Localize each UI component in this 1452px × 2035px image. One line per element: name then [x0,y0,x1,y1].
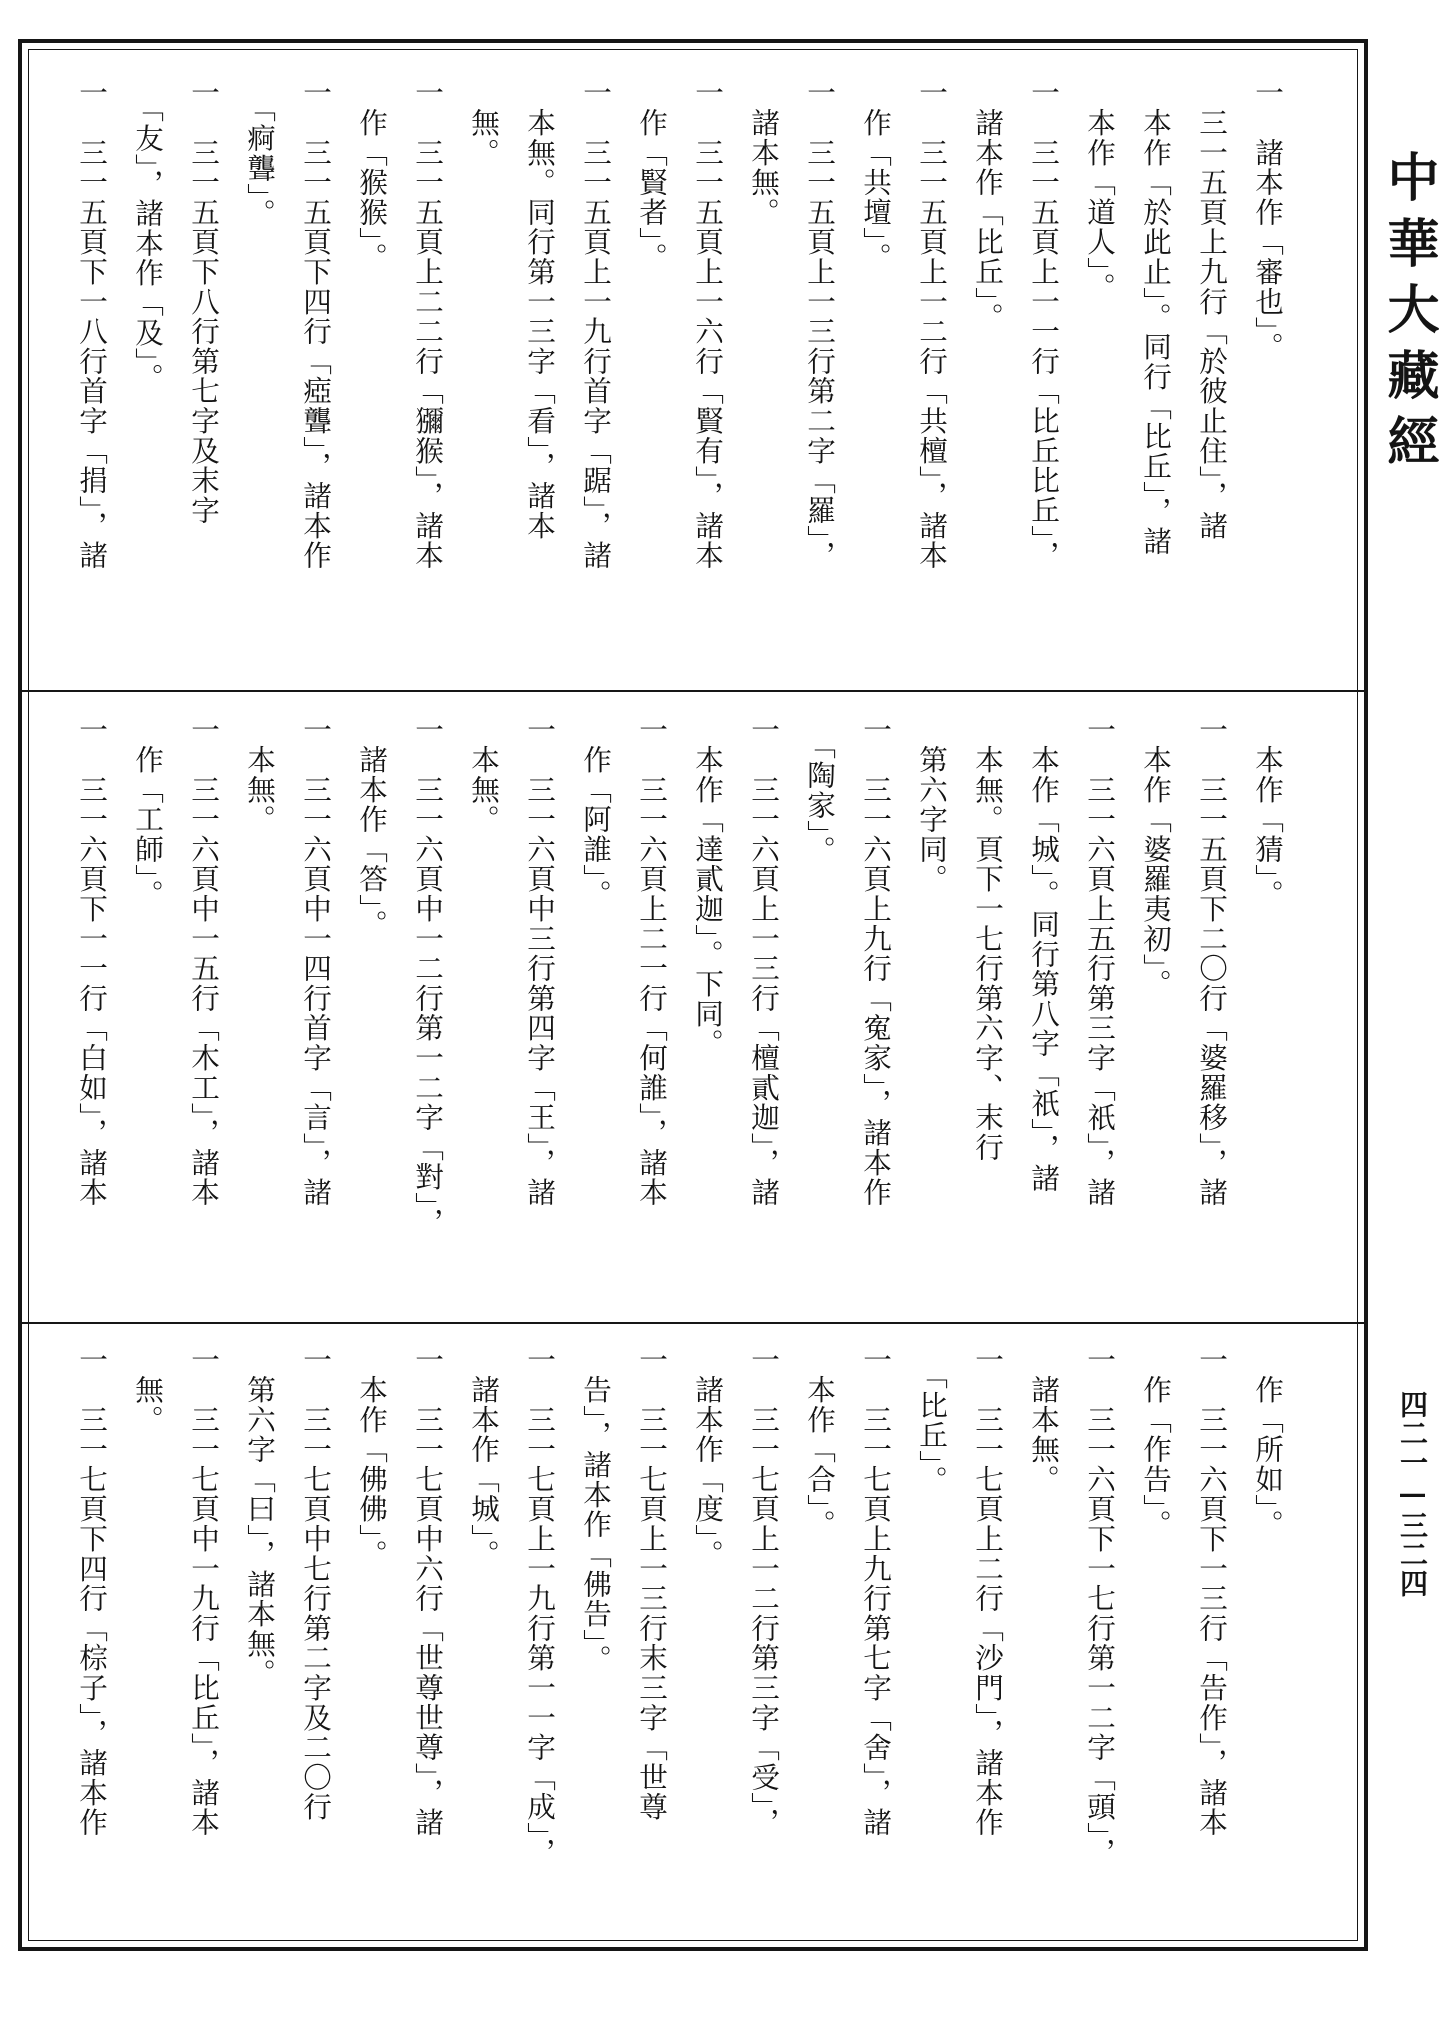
collation-note-line: 本無。 [243,715,277,835]
collation-note-line: 一 三一六頁下一三行「告作」，諸本 [1195,1345,1229,1838]
band-divider [18,1322,1368,1324]
collation-note-line: 一 三一五頁上一九行首字「踞」，諸 [579,78,613,571]
collation-note-line: 本無。頁下一七行第六字、末行 [971,715,1005,1162]
collation-note-line: 一 三一五頁上一二行「共檀」，諸本 [915,78,949,571]
collation-note-line: 一 三一六頁上一三行「檀貳迦」，諸 [747,715,781,1208]
collation-note-line: 一 三一五頁上一六行「賢有」，諸本 [691,78,725,571]
collation-note-line: 本作「佛佛」。 [355,1345,389,1570]
collation-note-line: 諸本作「度」。 [691,1345,725,1570]
collation-note-line: 一 三一五頁下四行「瘂聾」，諸本作 [299,78,333,571]
collation-note-line: 諸本無。 [747,78,781,227]
collation-note-line: 一 諸本作「審也」。 [1251,78,1285,362]
collation-note-line: 本作「於此止」。同行「比丘」，諸 [1139,78,1173,556]
collation-note-line: 諸本作「答」。 [355,715,389,940]
collection-title: 中華大藏經 [1378,150,1439,480]
collation-note-line: 諸本作「城」。 [467,1345,501,1570]
collation-note-line: 作「作告」。 [1139,1345,1173,1540]
collation-note-line: 一 三一七頁下四行「棕子」，諸本作 [75,1345,109,1838]
collation-note-line: 一 三一六頁上五行第三字「祇」，諸 [1083,715,1117,1208]
collation-note-line: 一 三一六頁上二一行「何誰」，諸本 [635,715,669,1208]
collation-note-line: 告」，諸本作「佛告」。 [579,1345,613,1674]
collation-note-line: 作「工師」。 [131,715,165,910]
collation-note-line: 一 三一七頁上二行「沙門」，諸本作 [971,1345,1005,1838]
collation-band-middle [18,715,1368,1315]
collation-note-line: 一 三一五頁上一一行「比丘比丘」， [1027,78,1061,571]
collation-note-line: 一 三一七頁上一二行第三字「受」， [747,1345,781,1838]
collation-note-line: 三一五頁上九行「於彼止住」，諸 [1195,78,1229,541]
collation-note-line: 一 三一五頁上一三行第二字「羅」， [803,78,837,571]
collation-note-line: 「痾聾」。 [243,78,277,229]
collation-note-line: 本無。 [467,715,501,835]
collation-note-line: 本作「婆羅夷初」。 [1139,715,1173,999]
collation-note-line: 一 三一六頁上九行「寃家」，諸本作 [859,715,893,1208]
collation-note-line: 「陶家」。 [803,715,837,866]
collation-note-line: 本作「道人」。 [1083,78,1117,303]
collation-note-line: 作「所如」。 [1251,1345,1285,1540]
collation-note-line: 作「共壇」。 [859,78,893,273]
collation-note-line: 一 三一七頁中六行「世尊世尊」，諸 [411,1345,445,1838]
collation-note-line: 諸本無。 [1027,1345,1061,1494]
collation-note-line: 本作「合」。 [803,1345,837,1540]
collation-note-line: 第六字同。 [915,715,949,894]
collation-note-line: 作「猴猴」。 [355,78,389,273]
collation-note-line: 一 三一五頁下一八行首字「捐」，諸 [75,78,109,571]
collation-note-line: 一 三一五頁上二二行「獼猴」，諸本 [411,78,445,571]
collation-note-line: 一 三一七頁中七行第二字及二〇行 [299,1345,333,1822]
collation-note-line: 本作「達貳迦」。下同。 [691,715,725,1059]
collation-note-line: 一 三一六頁中一五行「木工」，諸本 [187,715,221,1208]
collation-note-line: 一 三一七頁上一三行末三字「世尊 [635,1345,669,1822]
collation-note-line: 無。 [131,1345,165,1435]
collation-note-line: 第六字「曰」，諸本無。 [243,1345,277,1689]
collation-note-line: 一 三一七頁中一九行「比丘」，諸本 [187,1345,221,1838]
collation-note-line: 「比丘」。 [915,1345,949,1496]
collation-note-line: 一 三一六頁下一七行第一二字「頭」， [1083,1345,1117,1868]
collation-note-line: 「友」，諸本作「及」。 [131,78,165,393]
collation-note-line: 一 三一六頁中一二行第一二字「對」， [411,715,445,1238]
collation-band-top [18,78,1368,668]
collation-note-line: 一 三一七頁上一九行第一一字「成」， [523,1345,557,1868]
collation-note-line: 本作「城」。同行第八字「祇」，諸 [1027,715,1061,1193]
collation-note-line: 作「阿誰」。 [579,715,613,910]
collation-note-line: 一 三一六頁中三行第四字「王」，諸 [523,715,557,1208]
collation-note-line: 本無。同行第一三字「看」，諸本 [523,78,557,541]
collation-note-line: 一 三一五頁下八行第七字及末字 [187,78,221,525]
collation-note-line: 本作「猜」。 [1251,715,1285,910]
collation-note-line: 一 三一六頁下一一行「白如」，諸本 [75,715,109,1208]
band-divider [18,690,1368,692]
collation-note-line: 作「賢者」。 [635,78,669,273]
collation-note-line: 諸本作「比丘」。 [971,78,1005,332]
collation-note-line: 一 三一六頁中一四行首字「言」，諸 [299,715,333,1208]
collation-note-line: 一 三一七頁上九行第七字「舍」，諸 [859,1345,893,1838]
collation-note-line: 無。 [467,78,501,168]
collation-band-bottom [18,1345,1368,1935]
collation-note-line: 一 三一五頁下二〇行「婆羅移」，諸 [1195,715,1229,1208]
page-number: 四二一—三二四 [1396,1390,1429,1598]
